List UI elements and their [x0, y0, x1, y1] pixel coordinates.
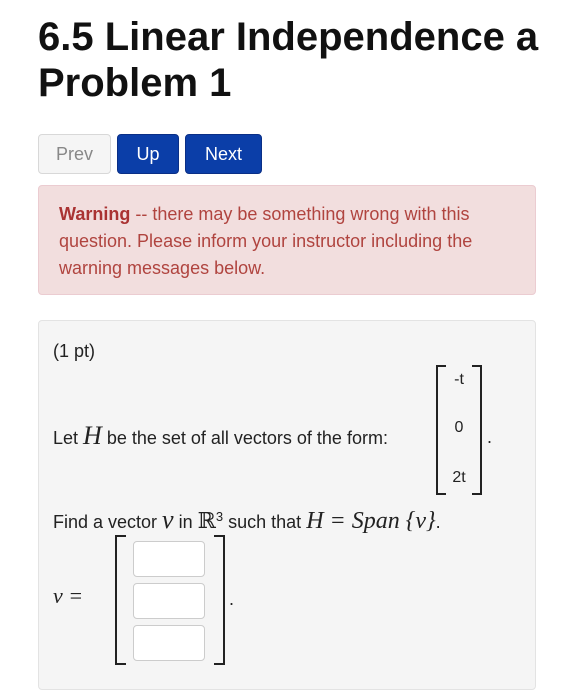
answer-input-1[interactable]	[133, 541, 205, 577]
up-button[interactable]: Up	[117, 134, 179, 174]
problem-panel	[38, 320, 536, 690]
math-space-r: ℝ	[197, 509, 216, 534]
problem-statement-2	[53, 505, 441, 535]
statement1-post: be the set of all vectors of the form:	[101, 428, 388, 448]
math-var-v: v	[162, 505, 174, 534]
problem-points: (1 pt)	[53, 341, 96, 361]
vector-entry-3: 2t	[452, 469, 466, 486]
statement1-pre: Let	[53, 428, 84, 448]
page-title-line2: Problem 1	[38, 61, 232, 105]
page-title	[38, 14, 573, 106]
problem-statement-1	[53, 421, 388, 451]
prev-button[interactable]: Prev	[38, 134, 111, 174]
statement2-pre: Find a vector	[53, 512, 163, 532]
statement2-end: .	[435, 512, 441, 532]
answer-input-3[interactable]	[133, 625, 205, 661]
vector-form-matrix	[436, 365, 482, 495]
warning-label: Warning	[59, 204, 131, 224]
vector-entry-1: -t	[454, 371, 464, 388]
warning-alert	[38, 185, 536, 295]
math-span-equation: H = Span {v}	[306, 508, 436, 534]
answer-matrix	[115, 535, 225, 665]
page-title-line1: 6.5 Linear Independence a	[38, 15, 539, 59]
math-var-h: H	[83, 421, 102, 450]
statement2-mid: such that	[223, 512, 307, 532]
warning-message: -- there may be something wrong with this question. Please inform your instructor including the warning messages below.	[59, 204, 473, 278]
statement2-in: in	[173, 512, 198, 532]
answer-period: .	[229, 589, 235, 609]
problem-nav	[38, 134, 268, 174]
answer-lhs: v =	[53, 583, 84, 608]
next-button[interactable]: Next	[185, 134, 262, 174]
math-exponent: 3	[215, 509, 224, 524]
vector-entry-2: 0	[454, 419, 464, 436]
answer-input-2[interactable]	[133, 583, 205, 619]
statement1-period: .	[487, 427, 493, 447]
